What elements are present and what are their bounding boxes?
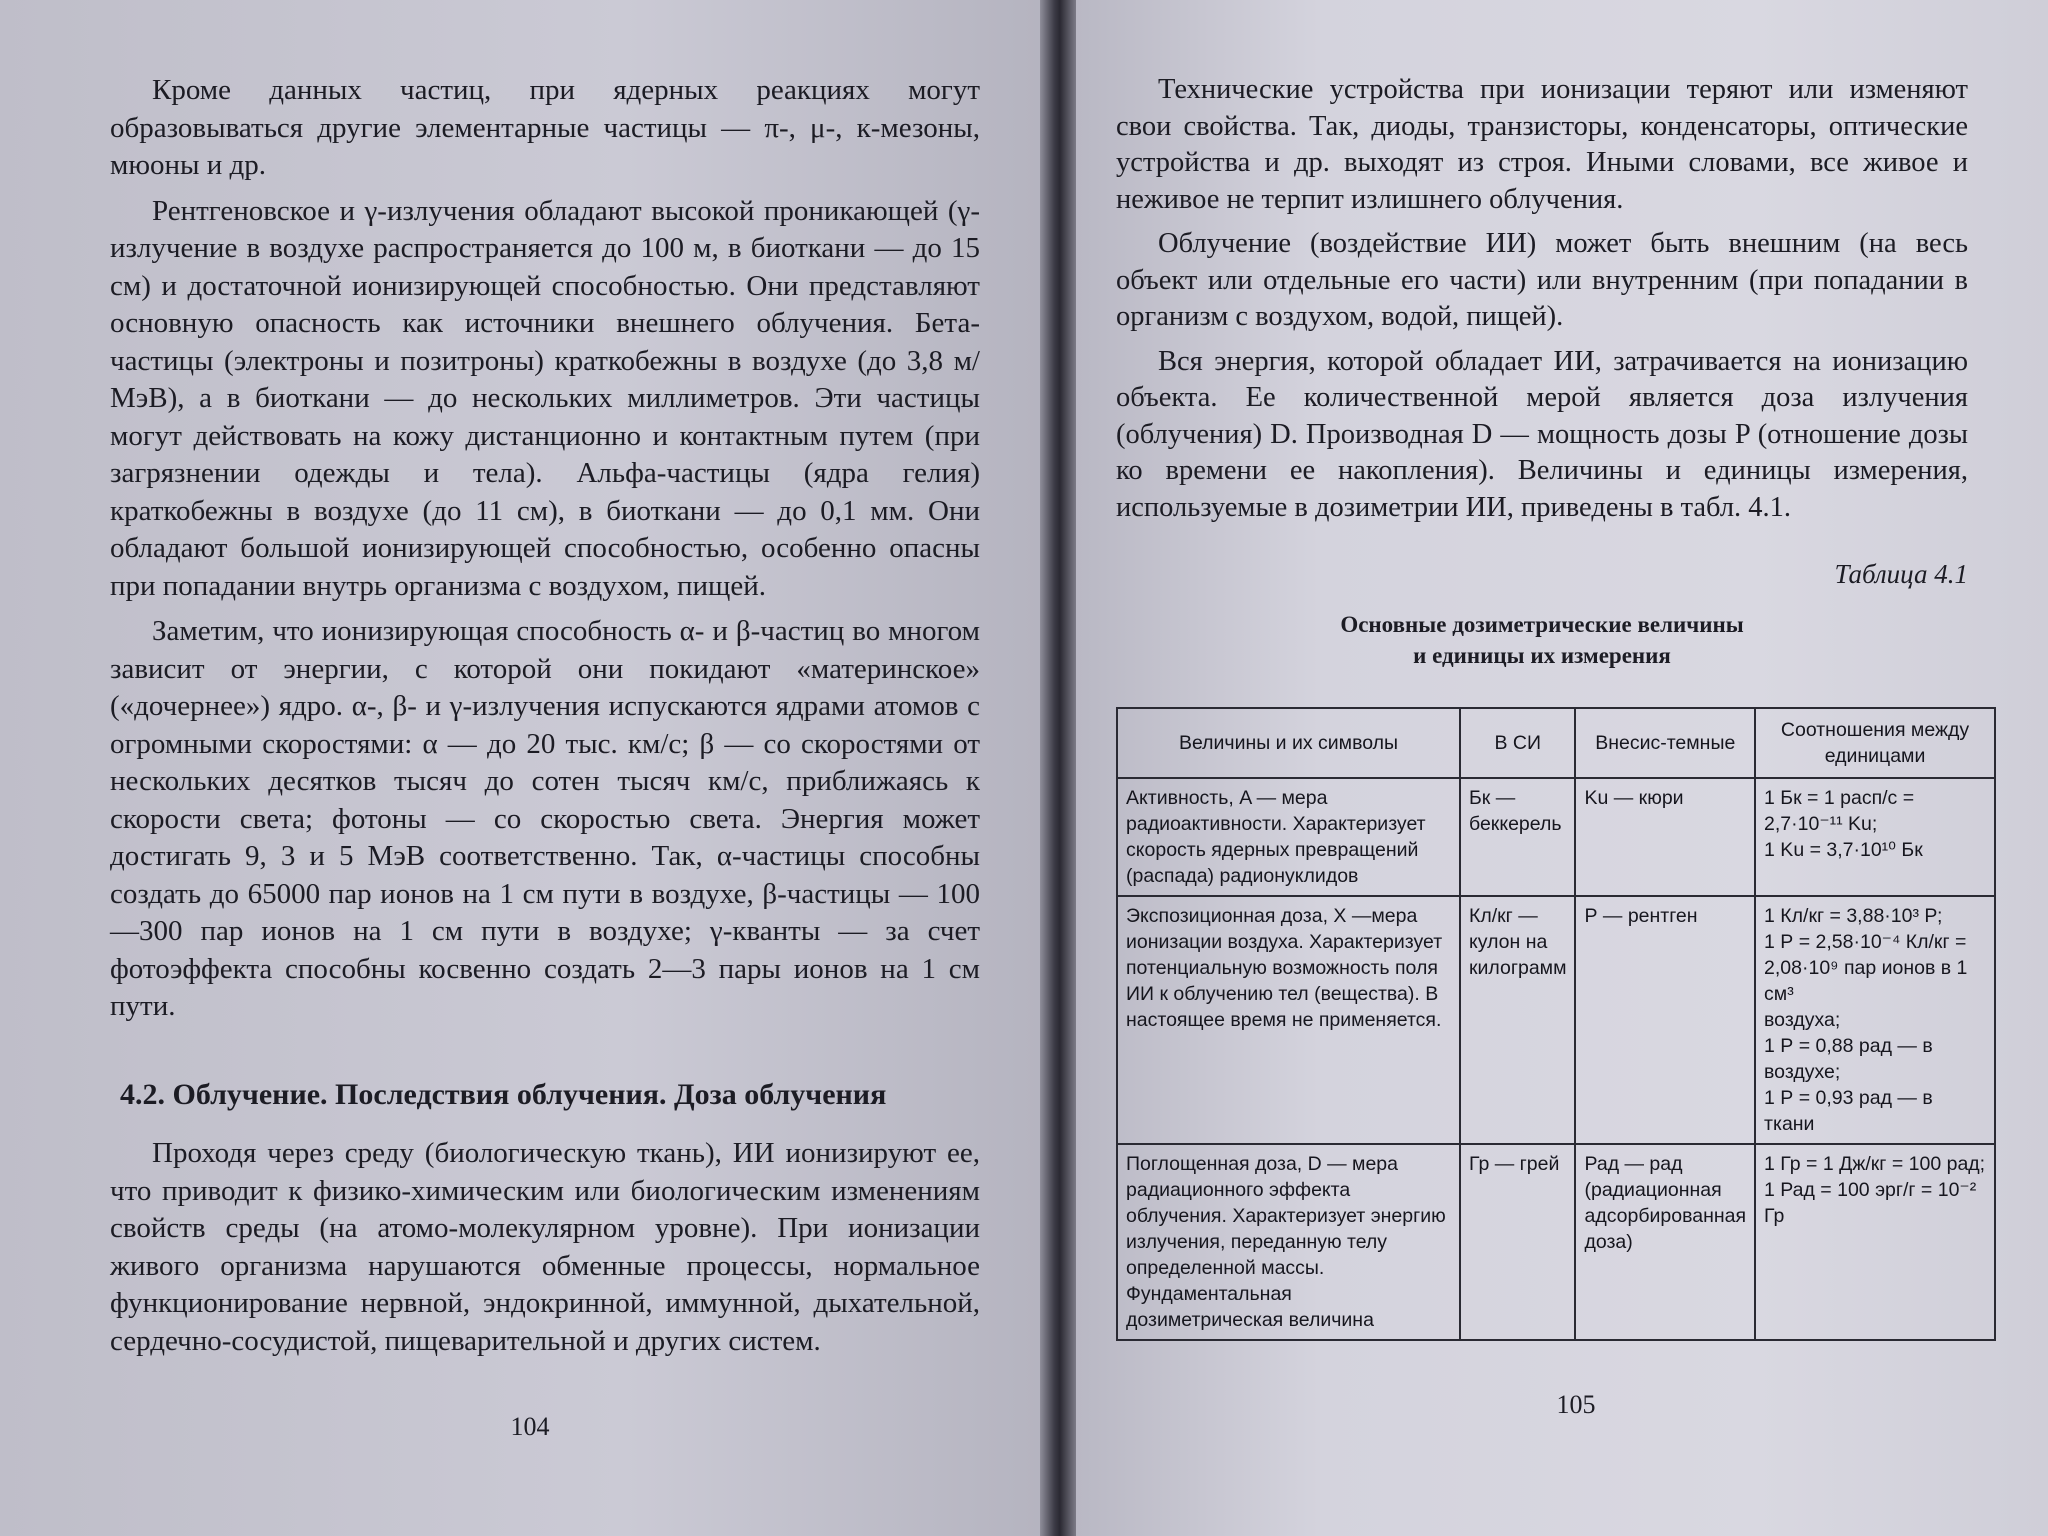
relation-line: 1 Кл/кг = 3,88·10³ Р;	[1764, 904, 1943, 927]
relation-line: 2,08·10⁹ пар ионов в 1 см³	[1764, 956, 1968, 1005]
book-gutter	[1040, 0, 1076, 1536]
table-row	[1117, 1144, 1995, 1340]
column-header: Величины и их символы	[1117, 708, 1460, 778]
relation-line: 1 Гр = 1 Дж/кг = 100 рад;	[1764, 1152, 1986, 1175]
relation-line: 1 Р = 0,93 рад — в ткани	[1764, 1086, 1933, 1135]
quantity-cell: Экспозиционная доза, X —мера ионизации воздуха. Характеризует потенциальную возможность поля ИИ к облучению тел (вещества). В настоящее время не применяется.	[1117, 896, 1460, 1144]
table-title	[1116, 609, 1968, 671]
paragraph: Рентгеновское и γ-излучения обладают высокой проникающей (γ-излучение в воздухе распространяется до 100 м, в биоткани — до 15 см) и достаточной ионизирующей способностью. Они представляют основную опасность как источники внешнего облучения. Бета-частицы (электроны и позитроны) краткобежны в воздухе (до 3,8 м/МэВ), а в биоткани — до нескольких миллиметров. Эти частицы могут действовать на кожу дистанционно и контактным путем (при загрязнении одежды и тела). Альфа-частицы (ядра гелия) краткобежны в воздухе (до 11 см), в биоткани — до 0,1 мм. Они обладают большой ионизирующей способностью, особенно опасны при попадании внутрь организма с воздухом, пищей.	[110, 194, 980, 602]
relation-line: 1 Бк = 1 расп/с = 2,7·10⁻¹¹ Ku;	[1764, 786, 1915, 835]
nonsystem-unit-cell: Ku — кюри	[1575, 778, 1755, 896]
paragraph: Технические устройства при ионизации теряют или изменяют свои свойства. Так, диоды, транзисторы, конденсаторы, оптические устройства и др. выходят из строя. Иными словами, все живое и неживое не терпит излишнего облучения.	[1116, 74, 1968, 215]
paragraph: Вся энергия, которой обладает ИИ, затрачивается на ионизацию объекта. Ее количественной мерой является доза излучения (облучения) D. Производная D — мощность дозы P (отношение дозы ко времени ее накопления). Величины и единицы измерения, используемые в дозиметрии ИИ, приведены в табл. 4.1.	[1116, 345, 1968, 523]
quantity-cell: Поглощенная доза, D — мера радиационного эффекта облучения. Характеризует энергию излучения, переданную телу определенной массы. Фундаментальная дозиметрическая величина	[1117, 1144, 1460, 1340]
si-unit-cell: Бк — беккерель	[1460, 778, 1575, 896]
page-number: 104	[510, 1412, 550, 1441]
table-title-line: Основные дозиметрические величины	[1340, 611, 1744, 637]
nonsystem-unit-cell: Р — рентген	[1575, 896, 1755, 1144]
section-heading: 4.2. Облучение. Последствия облучения. Доза облучения	[120, 1077, 887, 1111]
paragraph: Кроме данных частиц, при ядерных реакциях могут образовываться другие элементарные частицы — π-, μ-, к-мезоны, мюоны и др.	[110, 74, 980, 181]
relation-line: 1 Р = 2,58·10⁻⁴ Кл/кг =	[1764, 930, 1967, 953]
relation-line: 1 Р = 0,88 рад — в воздухе;	[1764, 1034, 1933, 1083]
right-text-column	[1116, 72, 1986, 1341]
table-row	[1117, 896, 1995, 1144]
si-unit-cell: Гр — грей	[1460, 1144, 1575, 1340]
left-text-column	[110, 72, 980, 1368]
nonsystem-unit-cell: Рад — рад (радиационная адсорбированная доза)	[1575, 1144, 1755, 1340]
relations-cell	[1755, 778, 1995, 896]
right-page	[1076, 0, 2048, 1536]
table-title-line: и единицы их измерения	[1413, 642, 1671, 668]
relations-cell	[1755, 1144, 1995, 1340]
table-header-row	[1117, 708, 1995, 778]
column-header: В СИ	[1460, 708, 1575, 778]
table-caption: Таблица 4.1	[1834, 559, 1968, 589]
relation-line: 1 Ku = 3,7·10¹⁰ Бк	[1764, 838, 1923, 861]
dosimetry-table	[1116, 707, 1996, 1341]
si-unit-cell: Кл/кг — кулон на килограмм	[1460, 896, 1575, 1144]
page-number: 105	[1556, 1390, 1596, 1419]
paragraph: Заметим, что ионизирующая способность α- и β-частиц во многом зависит от энергии, с которой они покидают «материнское» («дочернее») ядро. α-, β- и γ-излучения испускаются ядрами атомов с огромными скоростями: α — до 20 тыс. км/с; β — со скоростями от нескольких десятков тысяч до сотен тысяч км/с, приближаясь к скорости света; фотоны — со скоростью света. Энергия может достигать 9, 3 и 5 МэВ соответственно. Так, α-частицы способны создать до 65000 пар ионов на 1 см пути в воздухе, β-частицы — 100—300 пар ионов на 1 см пути в воздухе; γ-кванты — за счет фотоэффекта способны косвенно создать 2—3 пары ионов на 1 см пути.	[110, 615, 980, 1022]
column-header: Соотношения между единицами	[1755, 708, 1995, 778]
relation-line: 1 Рад = 100 эрг/г = 10⁻² Гр	[1764, 1178, 1977, 1227]
quantity-cell: Активность, A — мера радиоактивности. Характеризует скорость ядерных превращений (распада) радионуклидов	[1117, 778, 1460, 896]
column-header: Внесис-темные	[1575, 708, 1755, 778]
table-row	[1117, 778, 1995, 896]
paragraph: Облучение (воздействие ИИ) может быть внешним (на весь объект или отдельные его части) или внутренним (при попадании в организм с воздухом, водой, пищей).	[1116, 228, 1968, 332]
paragraph: Проходя через среду (биологическую ткань), ИИ ионизируют ее, что приводит к физико-химическим или биологическим изменениям свойств среды (на атомо-молекулярном уровне). При ионизации живого организма нарушаются обменные процессы, нормальное функционирование нервной, эндокринной, иммунной, дыхательной, сердечно-сосудистой, пищеварительной и других систем.	[110, 1137, 980, 1357]
relation-line: воздуха;	[1764, 1008, 1841, 1031]
relations-cell	[1755, 896, 1995, 1144]
